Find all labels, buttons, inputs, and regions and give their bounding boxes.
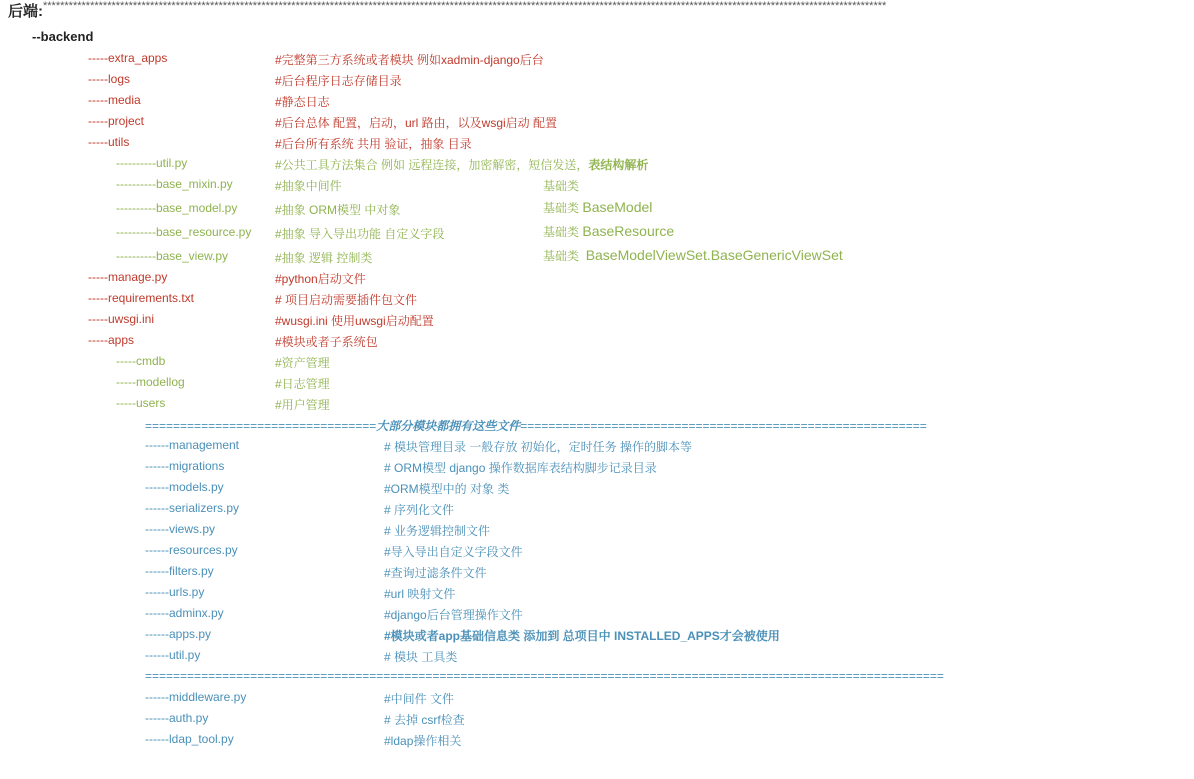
heading-label: 后端: (8, 3, 43, 20)
tree-entry-desc: #模块或者app基础信息类 添加到 总项目中 INSTALLED_APPS才会被使用 (384, 629, 780, 643)
tree-entry-migrations: ------migrations (145, 459, 225, 473)
tree-entry-urls-py: ------urls.py (145, 585, 205, 599)
tree-entry-apps-py: ------apps.py (145, 627, 212, 641)
tree-entry-util-py: ------util.py (145, 648, 201, 662)
tree-entry-desc: #导入导出自定义字段文件 (384, 545, 523, 559)
extra-text: 基础类 (543, 249, 580, 263)
tree-entry-extra (543, 199, 652, 216)
tree-entry-desc: #后台所有系统 共用 验证，抽象 目录 (275, 137, 472, 151)
tree-entry-desc: #抽象 导入导出功能 自定义字段 (275, 227, 445, 241)
tree-entry-desc: #模块或者子系统包 (275, 335, 378, 349)
tree-entry-extra (543, 223, 674, 240)
tree-entry-logs: -----logs (88, 72, 130, 86)
tree-entry-cmdb: -----cmdb (116, 354, 166, 368)
section-separator (145, 417, 927, 434)
tree-entry-base-resource: ----------base_resource.py (116, 225, 252, 239)
tree-entry-requirements: -----requirements.txt (88, 291, 195, 305)
tree-entry-desc: #抽象中间件 (275, 179, 342, 193)
extra-class-name: BaseModel (582, 199, 653, 215)
extra-text: 基础类 (543, 225, 580, 239)
tree-entry-ldap-tool-py: ------ldap_tool.py (145, 732, 234, 746)
tree-entry-desc: #ORM模型中的 对象 类 (384, 482, 510, 496)
tree-entry-uwsgi-ini: -----uwsgi.ini (88, 312, 154, 326)
extra-class-name: BaseModelViewSet.BaseGenericViewSet (585, 247, 843, 263)
extra-class-name: BaseResource (582, 223, 675, 239)
tree-entry-base-mixin: ----------base_mixin.py (116, 177, 233, 191)
tree-entry-desc: #日志管理 (275, 377, 330, 391)
tree-entry-desc: #查询过滤条件文件 (384, 566, 487, 580)
tree-entry-desc: #url 映射文件 (384, 587, 456, 601)
tree-entry-middleware-py: ------middleware.py (145, 690, 247, 704)
tree-entry-manage-py: -----manage.py (88, 270, 168, 284)
tree-entry-desc: # 去掉 csrf检查 (384, 713, 465, 727)
tree-entry-users: -----users (116, 396, 166, 410)
tree-entry-models-py: ------models.py (145, 480, 224, 494)
tree-entry-desc: # ORM模型 django 操作数据库表结构脚步记录目录 (384, 461, 657, 475)
extra-text: 基础类 (543, 201, 580, 215)
tree-entry-extra: 基础类 (543, 179, 580, 193)
section-separator: ================================================================================================================== (145, 669, 944, 683)
desc-bold-text: 表结构解析 (588, 158, 649, 172)
tree-entry-desc: #用户管理 (275, 398, 330, 412)
tree-entry-desc: #后台总体 配置，启动，url 路由，以及wsgi启动 配置 (275, 116, 558, 130)
tree-entry-desc: #python启动文件 (275, 272, 366, 286)
tree-entry-desc: #ldap操作相关 (384, 734, 462, 748)
tree-entry-desc: # 模块管理目录 一般存放 初始化，定时任务 操作的脚本等 (384, 440, 693, 454)
tree-entry-util-py: ----------util.py (116, 156, 188, 170)
tree-entry-filters-py: ------filters.py (145, 564, 214, 578)
tree-entry-desc: #资产管理 (275, 356, 330, 370)
tree-entry-desc: #静态日志 (275, 95, 330, 109)
backend-root-label: --backend (32, 29, 94, 44)
section-heading (8, 0, 1192, 22)
heading-stars: ***************************************************************************************************************************************************************************************************** (43, 0, 887, 12)
separator-line: ========================================================== (520, 419, 927, 433)
tree-entry-desc: #后台程序日志存储目录 (275, 74, 402, 88)
tree-entry-desc: #抽象 ORM模型 中对象 (275, 203, 401, 217)
tree-entry-resources-py: ------resources.py (145, 543, 238, 557)
tree-entry-media: -----media (88, 93, 141, 107)
desc-text: #公共工具方法集合 例如 远程连接，加密解密，短信发送， (275, 158, 589, 172)
tree-entry-project: -----project (88, 114, 144, 128)
tree-entry-base-model: ----------base_model.py (116, 201, 238, 215)
separator-line: ================================= (145, 419, 377, 433)
tree-entry-desc: # 模块 工具类 (384, 650, 458, 664)
tree-entry-modellog: -----modellog (116, 375, 185, 389)
tree-entry-apps: -----apps (88, 333, 135, 347)
tree-entry-desc: #wusgi.ini 使用uwsgi启动配置 (275, 314, 434, 328)
tree-entry-desc: #django后台管理操作文件 (384, 608, 523, 622)
tree-entry-utils: -----utils (88, 135, 130, 149)
tree-entry-adminx-py: ------adminx.py (145, 606, 224, 620)
tree-entry-serializers-py: ------serializers.py (145, 501, 239, 515)
tree-entry-views-py: ------views.py (145, 522, 215, 536)
tree-entry-desc (275, 156, 648, 173)
tree-entry-management: ------management (145, 438, 240, 452)
tree-entry-desc: #中间件 文件 (384, 692, 455, 706)
tree-entry-desc: #完整第三方系统或者模块 例如xadmin-django后台 (275, 53, 544, 67)
tree-entry-desc: # 项目启动需要插件包文件 (275, 293, 418, 307)
tree-entry-desc: # 业务逻辑控制文件 (384, 524, 491, 538)
tree-entry-desc: # 序列化文件 (384, 503, 455, 517)
tree-entry-desc: #抽象 逻辑 控制类 (275, 251, 373, 265)
tree-entry-extra (543, 247, 843, 264)
tree-entry-base-view: ----------base_view.py (116, 249, 229, 263)
tree-entry-extra-apps: -----extra_apps (88, 51, 168, 65)
tree-entry-auth-py: ------auth.py (145, 711, 209, 725)
separator-title: 大部分模块都拥有这些文件 (376, 419, 521, 433)
